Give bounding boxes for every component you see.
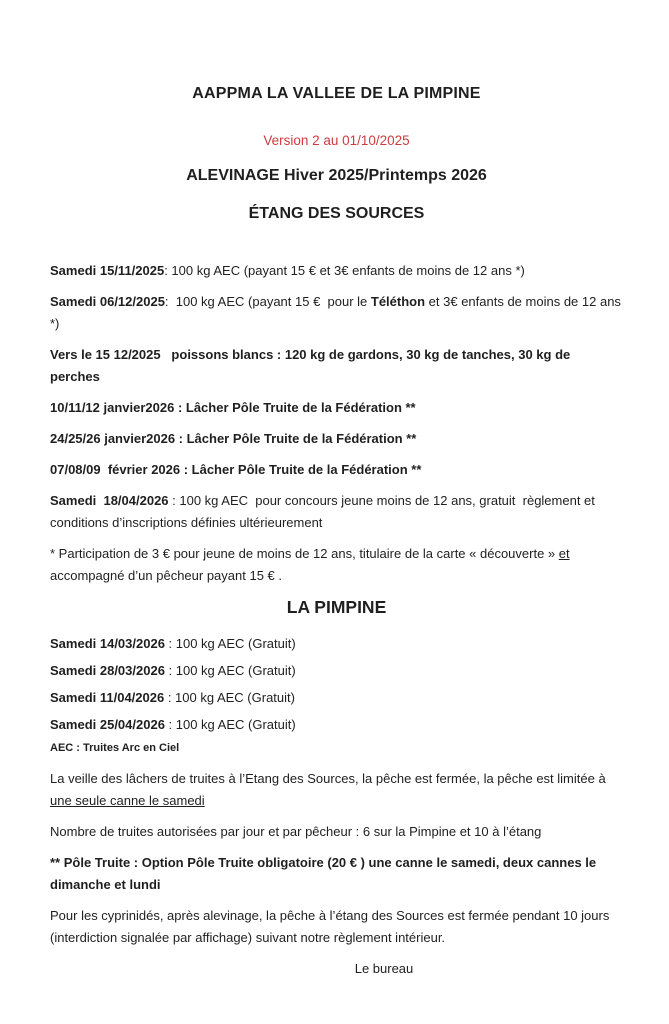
text-run: AEC : Truites Arc en Ciel [50, 742, 180, 754]
text-run: : 100 kg AEC (payant 15 € et 3€ enfants de moins de 12 ans *) [164, 263, 525, 278]
version-line: Version 2 au 01/10/2025 [263, 133, 410, 148]
document-paragraph [50, 714, 623, 736]
text-run: * Participation de 3 € pour jeune de moins de 12 ans, titulaire de la carte « découverte » [50, 546, 559, 561]
document-paragraph [50, 852, 623, 896]
document-paragraph [50, 428, 623, 450]
document-paragraph [50, 490, 623, 534]
text-run: Samedi 15/11/2025 [50, 263, 165, 278]
document-paragraph [50, 768, 623, 812]
text-run: Pour les cyprinidés, après alevinage, la pêche à l’étang des Sources est fermée pendant 10 jours (interdiction signalée par affichage) suivant notre règlement intérieur. [50, 908, 613, 945]
text-run: Téléthon [370, 294, 426, 309]
text-run: et [558, 546, 570, 561]
text-run: et 3€ enfants de moins de 12 ans *) [50, 294, 625, 331]
aec-legend [50, 741, 623, 755]
document-paragraph [50, 291, 623, 335]
text-run: : 100 kg AEC (payant 15 € pour le [164, 294, 371, 309]
section-heading-la-pimpine [50, 596, 623, 619]
text-run: accompagné d’un pêcheur payant 15 € . [50, 546, 574, 583]
text-run: Vers le 15 12/2025 poissons blancs : 120 kg de gardons, 30 kg de tanches, 30 kg de perches [50, 347, 574, 384]
text-run: Samedi 28/03/2026 [50, 663, 165, 678]
document-body [50, 260, 623, 980]
text-run: ** Pôle Truite : Option Pôle Truite obligatoire (20 € ) une canne le samedi, deux cannes le dimanche et lundi [50, 855, 600, 892]
text-run: : 100 kg AEC (Gratuit) [164, 663, 296, 678]
text-run: La veille des lâchers de truites à l’Etang des Sources, la pêche est fermée, la pêche est limitée à [50, 771, 610, 786]
text-run: 10/11/12 janvier2026 : Lâcher Pôle Truite de la Fédération ** [50, 400, 416, 415]
signature-le-bureau [50, 958, 623, 980]
document-paragraph [50, 660, 623, 682]
document-paragraph [50, 260, 623, 282]
document-paragraph [50, 687, 623, 709]
text-run: une seule canne le samedi [50, 793, 205, 808]
text-run: : 100 kg AEC (Gratuit) [164, 690, 295, 705]
text-run: 24/25/26 janvier2026 : Lâcher Pôle Truite de la Fédération ** [50, 431, 417, 446]
text-run: : 100 kg AEC (Gratuit) [164, 717, 296, 732]
document-paragraph [50, 543, 623, 587]
text-run: Le bureau [354, 961, 414, 976]
text-run: Samedi 11/04/2026 [50, 690, 165, 705]
text-run: 07/08/09 février 2026 : Lâcher Pôle Truite de la Fédération ** [50, 462, 422, 477]
text-run: Samedi 18/04/2026 [50, 493, 169, 508]
text-run: Nombre de truites autorisées par jour et par pêcheur : 6 sur la Pimpine et 10 à l’étang [50, 824, 542, 839]
document-paragraph [50, 905, 623, 949]
document-paragraph [50, 821, 623, 843]
section-heading-etang: ÉTANG DES SOURCES [248, 205, 425, 222]
document-title: AAPPMA LA VALLEE DE LA PIMPINE [192, 85, 481, 102]
text-run: Samedi 06/12/2025 [50, 294, 165, 309]
document-paragraph [50, 633, 623, 655]
text-run: LA PIMPINE [286, 597, 387, 617]
alevinage-subtitle: ALEVINAGE Hiver 2025/Printemps 2026 [186, 167, 487, 184]
text-run: : 100 kg AEC (Gratuit) [164, 636, 296, 651]
text-run: : 100 kg AEC pour concours jeune moins de 12 ans, gratuit règlement et conditions d’inscriptions définies ultérieurement [50, 493, 599, 530]
document-paragraph [50, 344, 623, 388]
text-run: Samedi 25/04/2026 [50, 717, 165, 732]
document-paragraph [50, 459, 623, 481]
text-run: Samedi 14/03/2026 [50, 636, 165, 651]
document-paragraph [50, 397, 623, 419]
